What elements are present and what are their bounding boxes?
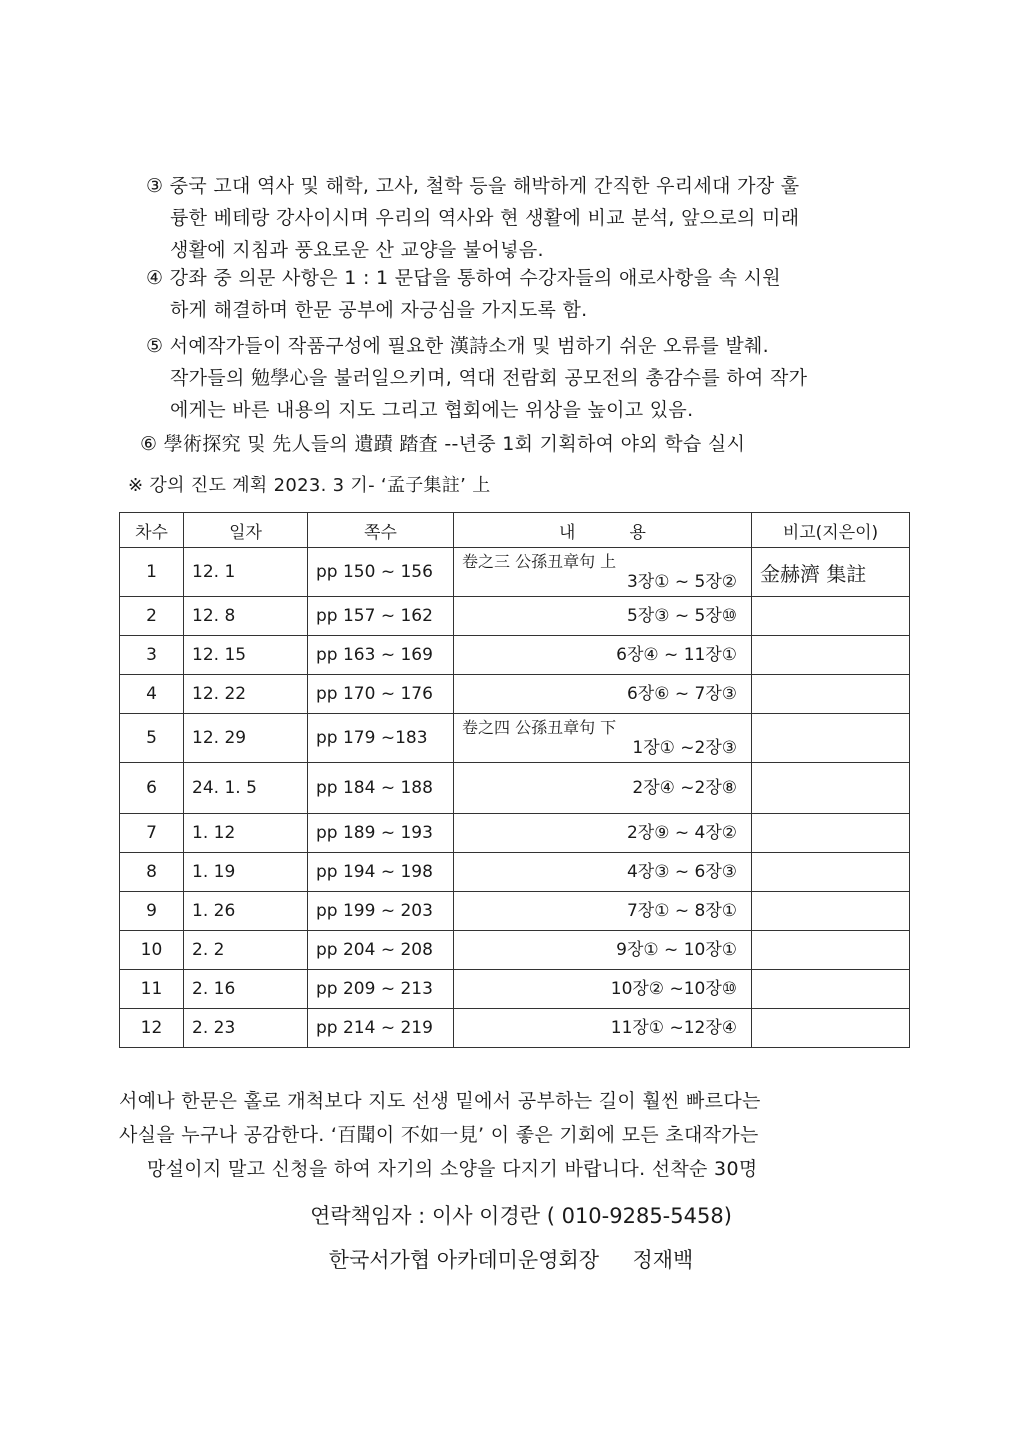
cell-date: 1. 12: [184, 814, 308, 853]
volume-title: 卷之四 公孫丑章句 下: [462, 718, 617, 737]
header-note: 비고(지은이): [752, 513, 910, 548]
chapter-range: 7장① ~ 8장①: [626, 901, 737, 921]
cell-pages: pp 189 ~ 193: [308, 814, 454, 853]
closing-line: 망설이지 말고 신청을 하여 자기의 소양을 다지기 바랍니다. 선착순 30명: [147, 1158, 758, 1180]
cell-pages: pp 214 ~ 219: [308, 1009, 454, 1048]
chapter-range: 2장⑨ ~ 4장②: [626, 823, 737, 843]
header-content: 내 용: [454, 513, 752, 548]
item-line: ⑤ 서예작가들이 작품구성에 필요한 漢詩소개 및 범하기 쉬운 오류를 발췌.: [146, 335, 769, 357]
item-line: 생활에 지침과 풍요로운 산 교양을 불어넣음.: [170, 239, 544, 261]
cell-note: 金赫濟 集註: [752, 548, 910, 597]
table-row: [120, 892, 910, 931]
cell-round: 12: [120, 1009, 184, 1048]
cell-note: [752, 714, 910, 763]
plan-title-text: ※ 강의 진도 계획 2023. 3 기- ‘孟子集註’ 上: [128, 475, 491, 496]
item-line: ③ 중국 고대 역사 및 해학, 고사, 철학 등을 해박하게 간직한 우리세대 가장 훌: [146, 175, 800, 197]
cell-date: 2. 2: [184, 931, 308, 970]
cell-round: 2: [120, 597, 184, 636]
cell-content: [454, 814, 752, 853]
chapter-range: 1장① ~2장③: [632, 738, 737, 758]
closing-line: 사실을 누구나 공감한다. ‘百聞이 不如一見’ 이 좋은 기회에 모든 초대작가는: [119, 1124, 759, 1146]
cell-round: 3: [120, 636, 184, 675]
cell-content: [454, 714, 752, 763]
cell-note: [752, 970, 910, 1009]
table-header-row: [120, 513, 910, 548]
cell-pages: pp 209 ~ 213: [308, 970, 454, 1009]
item-line: 작가들의 勉學心을 불러일으키며, 역대 전람회 공모전의 총감수를 하여 작가: [170, 367, 808, 389]
cell-pages: pp 184 ~ 188: [308, 763, 454, 814]
chapter-range: 6장⑥ ~ 7장③: [626, 684, 737, 704]
table-row: [120, 970, 910, 1009]
item-3: [146, 170, 799, 266]
cell-note: [752, 763, 910, 814]
chapter-range: 4장③ ~ 6장③: [626, 862, 737, 882]
cell-date: 12. 29: [184, 714, 308, 763]
cell-content: [454, 548, 752, 597]
cell-pages: pp 179 ~183: [308, 714, 454, 763]
cell-round: 7: [120, 814, 184, 853]
cell-content: [454, 597, 752, 636]
cell-content: [454, 675, 752, 714]
closing-line: 서예나 한문은 홀로 개척보다 지도 선생 밑에서 공부하는 길이 훨씬 빠르다는: [119, 1090, 761, 1112]
cell-note: [752, 597, 910, 636]
cell-content: [454, 853, 752, 892]
cell-pages: pp 163 ~ 169: [308, 636, 454, 675]
table-row: [120, 814, 910, 853]
cell-content: [454, 931, 752, 970]
cell-content: [454, 763, 752, 814]
cell-round: 11: [120, 970, 184, 1009]
cell-note: [752, 931, 910, 970]
cell-round: 1: [120, 548, 184, 597]
chapter-range: 2장④ ~2장⑧: [632, 778, 737, 798]
chapter-range: 11장① ~12장④: [610, 1018, 737, 1038]
cell-pages: pp 204 ~ 208: [308, 931, 454, 970]
cell-content: [454, 892, 752, 931]
chapter-range: 10장② ~10장⑩: [610, 979, 737, 999]
cell-note: [752, 636, 910, 675]
chapter-range: 5장③ ~ 5장⑩: [626, 606, 737, 626]
table-row: [120, 763, 910, 814]
cell-round: 6: [120, 763, 184, 814]
cell-date: 24. 1. 5: [184, 763, 308, 814]
item-4: [146, 262, 781, 326]
cell-pages: pp 194 ~ 198: [308, 853, 454, 892]
cell-note: [752, 814, 910, 853]
table-row: [120, 1009, 910, 1048]
item-5: [146, 330, 807, 426]
cell-note: [752, 892, 910, 931]
cell-pages: pp 170 ~ 176: [308, 675, 454, 714]
item-6: [140, 428, 745, 460]
chapter-range: 6장④ ~ 11장①: [616, 645, 737, 665]
cell-round: 8: [120, 853, 184, 892]
table-row: [120, 548, 910, 597]
cell-pages: pp 157 ~ 162: [308, 597, 454, 636]
contact-line: 연락책임자 : 이사 이경란 ( 010-9285-5458): [310, 1204, 732, 1228]
cell-date: 12. 15: [184, 636, 308, 675]
cell-date: 2. 23: [184, 1009, 308, 1048]
item-line: ⑥ 學術探究 및 先人들의 遺蹟 踏査 --년중 1회 기획하여 야외 학습 실시: [140, 433, 746, 455]
cell-date: 1. 26: [184, 892, 308, 931]
table-row: [120, 636, 910, 675]
cell-round: 10: [120, 931, 184, 970]
table-row: [120, 853, 910, 892]
table-row: [120, 714, 910, 763]
table-row: [120, 675, 910, 714]
table-row: [120, 597, 910, 636]
cell-date: 2. 16: [184, 970, 308, 1009]
cell-date: 12. 8: [184, 597, 308, 636]
cell-date: 12. 1: [184, 548, 308, 597]
schedule-table: [119, 512, 910, 1048]
cell-content: [454, 970, 752, 1009]
plan-title: [128, 470, 491, 502]
cell-date: 1. 19: [184, 853, 308, 892]
header-round: 차수: [120, 513, 184, 548]
item-line: ④ 강좌 중 의문 사항은 1 : 1 문답을 통하여 수강자들의 애로사항을 속 시원: [146, 267, 781, 289]
table-row: [120, 931, 910, 970]
cell-content: [454, 636, 752, 675]
cell-note: [752, 675, 910, 714]
cell-content: [454, 1009, 752, 1048]
volume-title: 卷之三 公孫丑章句 上: [462, 552, 617, 571]
cell-pages: pp 150 ~ 156: [308, 548, 454, 597]
closing-paragraph: [119, 1084, 761, 1186]
cell-round: 9: [120, 892, 184, 931]
cell-date: 12. 22: [184, 675, 308, 714]
cell-note: [752, 853, 910, 892]
cell-round: 5: [120, 714, 184, 763]
cell-pages: pp 199 ~ 203: [308, 892, 454, 931]
chapter-range: 9장① ~ 10장①: [616, 940, 737, 960]
cell-round: 4: [120, 675, 184, 714]
item-line: 하게 해결하며 한문 공부에 자긍심을 가지도록 함.: [170, 299, 588, 321]
header-pages: 쪽수: [308, 513, 454, 548]
header-date: 일자: [184, 513, 308, 548]
cell-note: [752, 1009, 910, 1048]
item-line: 륭한 베테랑 강사이시며 우리의 역사와 현 생활에 비교 분석, 앞으로의 미래: [170, 207, 800, 229]
chapter-range: 3장① ~ 5장②: [626, 572, 737, 592]
item-line: 에게는 바른 내용의 지도 그리고 협회에는 위상을 높이고 있음.: [170, 399, 694, 421]
organization-line: 한국서가협 아카데미운영회장 정재백: [328, 1248, 694, 1272]
